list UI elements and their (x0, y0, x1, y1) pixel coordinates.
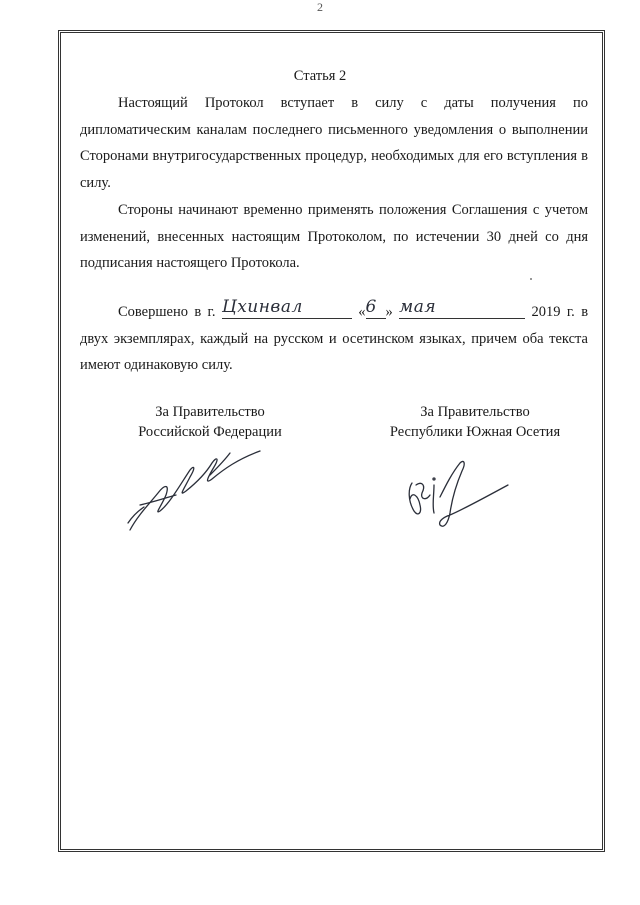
year-suffix: 2019 г. (531, 304, 575, 320)
article-title: Статья 2 (293, 68, 347, 84)
signature-russia-image (120, 445, 270, 535)
month-fill-line (399, 298, 525, 319)
scan-speck (530, 278, 532, 280)
execution-continuation: в двух экземплярах, каждый на русском и осетинском языках, причем оба текста имеют одинаковую силу. (80, 304, 589, 373)
month-handwritten: мая (399, 297, 437, 317)
execution-prefix: Совершено в г. (118, 304, 216, 320)
signatory-block-russia (110, 402, 310, 442)
city-fill-line (222, 298, 352, 319)
signatory-russia-line1: За Правительство (155, 404, 265, 420)
execution-clause (80, 298, 588, 379)
paragraph-entry-into-force (80, 90, 588, 196)
day-handwritten: 6 (365, 297, 377, 317)
paragraph-provisional-application-text: Стороны начинают временно применять положения Соглашения с учетом изменений, внесенных настоящим Протоколом, по истечении 30 дней со дня подписания настоящего Протокола. (80, 202, 588, 271)
paragraph-entry-into-force-text: Настоящий Протокол вступает в силу с даты получения по дипломатическим каналам последнего письменного уведомления о выполнении Сторонами внутригосударственных процедур, необходимых для его вступления в силу. (80, 95, 588, 191)
signature-south-ossetia-image (400, 455, 520, 535)
city-handwritten: Цхинвал (221, 297, 303, 317)
quote-open: « (358, 304, 366, 320)
signatory-south-ossetia-line1: За Правительство (420, 404, 530, 420)
signatory-block-south-ossetia (370, 402, 580, 442)
signatory-south-ossetia-line2: Республики Южная Осетия (389, 424, 561, 440)
day-fill-line (366, 298, 386, 319)
quote-close: » (385, 304, 393, 320)
signatory-russia-line2: Российской Федерации (138, 424, 282, 440)
paragraph-provisional-application (80, 197, 588, 277)
page-number: 2 (317, 0, 323, 14)
